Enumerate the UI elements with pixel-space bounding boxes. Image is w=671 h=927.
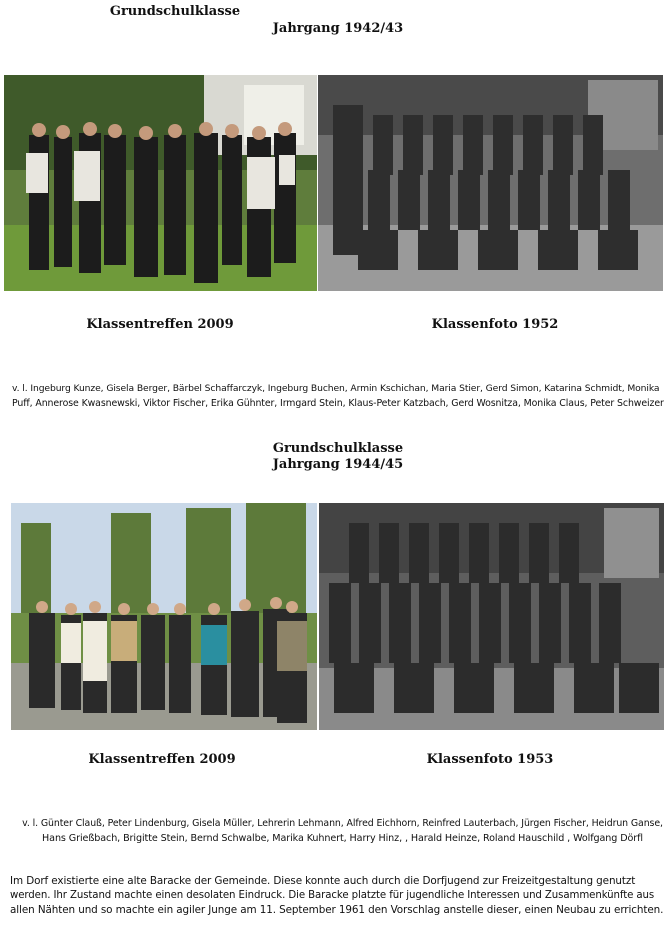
- section2-heading-year: Jahrgang 1944/45: [272, 457, 404, 472]
- paragraph-line3: allen Nähten und so machte ein agiler Junge am 11. September 1961 den Vorschlag anstelle dieser, einen Neubau zu errichten.: [10, 904, 664, 916]
- section1-heading-year: Jahrgang 1942/43: [272, 21, 404, 36]
- section1-names-line2: Puff, Annerose Kwasnewski, Viktor Fischer, Erika Gühnter, Irmgard Stein, Klaus-Peter Katzbach, Gerd Wosnitza, Monika Claus, Peter Schweizer: [12, 398, 664, 409]
- paragraph-line1: Im Dorf existierte eine alte Baracke der Gemeinde. Diese konnte auch durch die Dorfjugend zur Freizeitgestaltung genutzt: [10, 875, 636, 887]
- class-photo-1953: [319, 503, 664, 730]
- section1-names-line1: v. l. Ingeburg Kunze, Gisela Berger, Bärbel Schaffarczyk, Ingeburg Buchen, Armin Kschichan, Maria Stier, Gerd Simon, Katarina Schmidt, Monika: [12, 383, 660, 394]
- section1-caption-reunion: Klassentreffen 2009: [86, 317, 234, 332]
- section2-names-line2: Hans Grießbach, Brigitte Stein, Bernd Schwalbe, Marika Kuhnert, Harry Hinz, , Harald Heinze, Roland Hauschild , Wolfgang Dörfl: [42, 833, 643, 844]
- section2-names: [20, 816, 665, 846]
- section1-names: [12, 381, 667, 411]
- body-paragraph: [10, 874, 665, 918]
- class-photo-1952: [318, 75, 663, 291]
- section2-heading-title: Grundschulklasse: [272, 441, 404, 456]
- section1-heading-title: Grundschulklasse: [109, 4, 241, 19]
- section2-caption-classphoto: Klassenfoto 1953: [426, 752, 554, 767]
- class-reunion-photo-2009-b: [11, 503, 317, 730]
- section2-caption-reunion: Klassentreffen 2009: [88, 752, 236, 767]
- section2-names-line1: v. l. Günter Clauß, Peter Lindenburg, Gisela Müller, Lehrerin Lehmann, Alfred Eichhorn, Reinfred Lauterbach, Jürgen Fischer, Heidrun Ganse,: [22, 818, 663, 829]
- class-reunion-photo-2009-a: [4, 75, 317, 291]
- paragraph-line2: werden. Ihr Zustand machte einen desolaten Eindruck. Die Baracke platzte für jugendliche Interessen und Zusammenkünfte aus: [10, 889, 655, 901]
- section1-caption-classphoto: Klassenfoto 1952: [431, 317, 559, 332]
